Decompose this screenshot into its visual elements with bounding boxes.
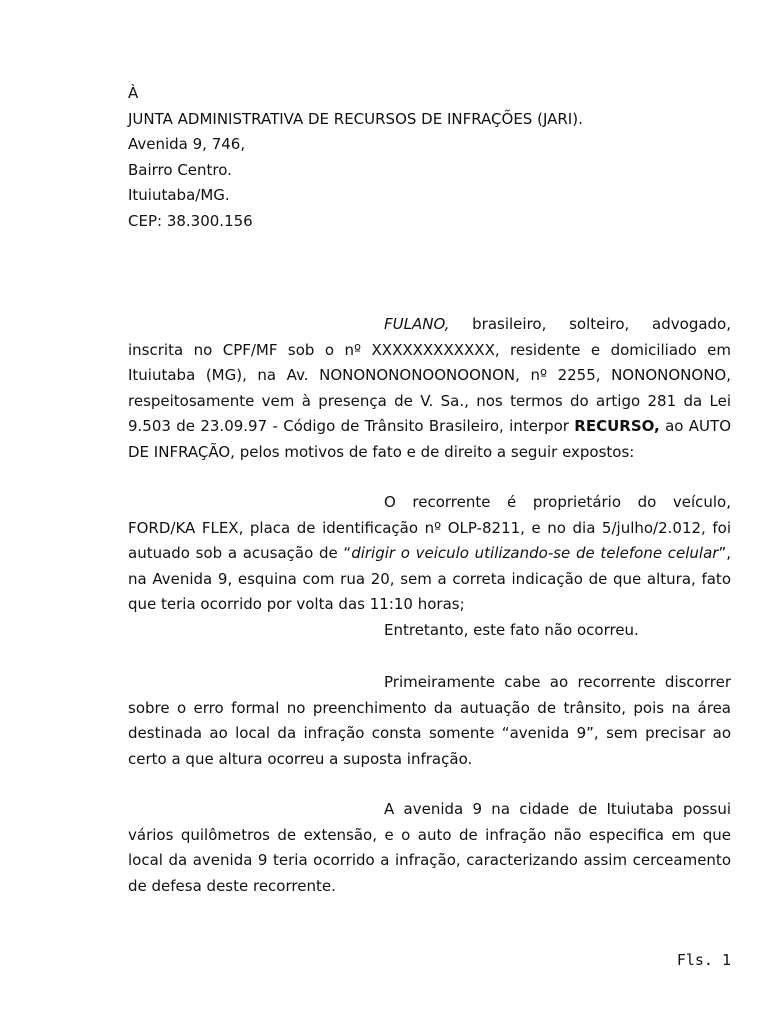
paragraph-denial: Entretanto, este fato não ocorreu. — [384, 620, 639, 639]
paragraph-facts-block — [128, 490, 731, 644]
address-line: Ituiutaba/MG. — [128, 186, 230, 205]
paragraph-text: O recorrente é proprietário do veículo, FORD/KA FLEX, placa de identificação nº OLP-8211, e no dia 5/julho/2.012, foi autuado sob a acusação de “ — [128, 493, 731, 563]
address-line: CEP: 38.300.156 — [128, 211, 253, 230]
paragraph-text: brasileiro, solteiro, advogado, inscrita no CPF/MF sob o nº XXXXXXXXXXXX, residente e domiciliado em Ituiutaba (MG), na Av. NONONONONOONOONON, nº 2255, NONONONONO, respeitosamente vem à presença de V. Sa., nos termos do artigo 281 da Lei 9.503 de 23.09.97 - Código de Trânsito Brasileiro, interpor — [128, 315, 731, 436]
paragraph-text: ”, na Avenida 9, esquina com rua 20, sem a correta indicação de que altura, fato que teria ocorrido por volta das 11:10 horas; — [128, 544, 731, 614]
party-name: FULANO, — [384, 315, 450, 333]
address-line: JUNTA ADMINISTRATIVA DE RECURSOS DE INFRAÇÕES (JARI). — [128, 109, 583, 128]
paragraph-text: A avenida 9 na cidade de Ituiutaba possui vários quilômetros de extensão, e o auto de infração não especifica em que local da avenida 9 teria ocorrido a infração, caracterizando assim cerceamento de defesa deste recorrente. — [128, 800, 731, 895]
paragraph-formal-error — [128, 670, 731, 772]
paragraph-avenue-extension — [128, 797, 731, 899]
paragraph-text: ao AUTO DE INFRAÇÃO, pelos motivos de fato e de direito a seguir expostos: — [128, 417, 731, 461]
address-line: À — [128, 84, 139, 102]
paragraph-text: Primeiramente cabe ao recorrente discorrer sobre o erro formal no preenchimento da autuação de trânsito, pois na área destinada ao local da infração consta somente “avenida 9”, sem precisar ao certo a que altura ocorreu a suposta infração. — [128, 673, 731, 768]
recurso-keyword: RECURSO, — [574, 417, 660, 436]
paragraph-facts — [128, 490, 731, 618]
address-line: Bairro Centro. — [128, 160, 232, 179]
accusation-quote: dirigir o veiculo utilizando-se de telefone celular — [351, 544, 719, 563]
address-line: Avenida 9, 746, — [128, 135, 246, 154]
recipient-address-block — [128, 81, 731, 235]
page-number: Fls. 1 — [676, 951, 731, 969]
paragraph-qualification — [128, 312, 731, 466]
